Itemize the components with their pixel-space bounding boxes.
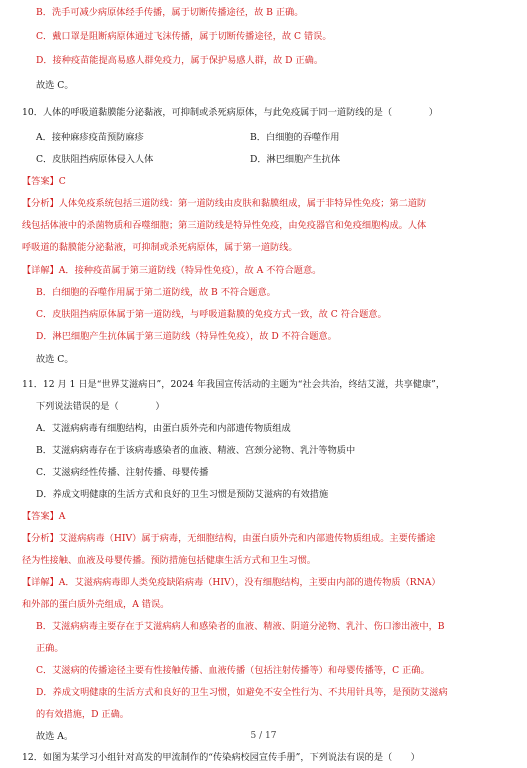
q11-analysis-2: 径为性接触、血液及母婴传播。预防措施包括健康生活方式和卫生习惯。 — [22, 555, 316, 566]
prev-answer-c: C．戴口罩是阻断病原体通过飞沫传播，属于切断传播途径，故 C 错误。 — [36, 31, 332, 42]
q11-detail-a-2: 和外部的蛋白质外壳组成，A 错误。 — [22, 599, 170, 610]
q12-stem: 12．如图为某学习小组针对高发的甲流制作的“传染病校园宣传手册”，下列说法有误的是（ ） — [22, 752, 420, 763]
q10-detail-d: D．淋巴细胞产生抗体属于第三道防线（特异性免疫），故 D 不符合题意。 — [36, 331, 337, 342]
q11-detail-d-1: D．养成文明健康的生活方式和良好的卫生习惯，如避免不安全性行为、不共用针具等，是预防艾滋病 — [36, 687, 448, 698]
q11-option-b: B．艾滋病病毒存在于该病毒感染者的血液、精液、宫颈分泌物、乳汁等物质中 — [36, 445, 356, 456]
q11-conclusion: 故选 A。 — [36, 731, 74, 742]
q10-option-d: D．淋巴细胞产生抗体 — [250, 154, 341, 165]
q10-options-row-1 — [0, 128, 527, 148]
q10-answer: 【答案】C — [22, 176, 66, 187]
page-number: 5 / 17 — [250, 731, 277, 741]
q11-option-c: C．艾滋病经性传播、注射传播、母婴传播 — [36, 467, 209, 478]
q11-detail-a-1: 【详解】A．艾滋病病毒即人类免疫缺陷病毒（HIV），没有细胞结构，主要由内部的遗传物质（RNA） — [22, 577, 441, 588]
prev-conclusion: 故选 C。 — [36, 80, 74, 91]
q11-stem-2: 下列说法错误的是（ ） — [36, 401, 165, 412]
q10-detail-c: C．皮肤阻挡病原体属于第一道防线，与呼吸道黏膜的免疫方式一致，故 C 符合题意。 — [36, 309, 387, 320]
q10-stem: 10．人体的呼吸道黏膜能分泌黏液，可抑制或杀死病原体，与此免疫属于同一道防线的是（ ） — [22, 107, 438, 118]
q10-conclusion: 故选 C。 — [36, 354, 74, 365]
q11-option-a: A．艾滋病病毒有细胞结构，由蛋白质外壳和内部遗传物质组成 — [36, 423, 291, 434]
q11-detail-d-2: 的有效措施，D 正确。 — [36, 709, 129, 720]
q10-analysis-1: 【分析】人体免疫系统包括三道防线：第一道防线由皮肤和黏膜组成，属于非特异性免疫；第二道防 — [22, 198, 427, 209]
q11-detail-c: C．艾滋病的传播途径主要有性接触传播、血液传播（包括注射传播等）和母婴传播等，C 正确。 — [36, 665, 430, 676]
q10-analysis-3: 呼吸道的黏膜能分泌黏液，可抑制或杀死病原体，属于第一道防线。 — [22, 242, 298, 253]
q11-detail-b-1: B．艾滋病病毒主要存在于艾滋病病人和感染者的血液、精液、阴道分泌物、乳汁、伤口渗出液中，B — [36, 621, 445, 632]
q11-detail-b-2: 正确。 — [36, 643, 64, 654]
q10-option-a: A．接种麻疹疫苗预防麻疹 — [36, 132, 144, 143]
q11-answer: 【答案】A — [22, 511, 66, 522]
prev-answer-b: B．洗手可减少病原体经手传播，属于切断传播途径，故 B 正确。 — [36, 7, 304, 18]
q10-analysis-2: 线包括体液中的杀菌物质和吞噬细胞；第三道防线是特异性免疫，由免疫器官和免疫细胞构成。人体 — [22, 220, 427, 231]
q10-detail-b: B．白细胞的吞噬作用属于第二道防线，故 B 不符合题意。 — [36, 287, 276, 298]
q10-detail-a: 【详解】A．接种疫苗属于第三道防线（特异性免疫），故 A 不符合题意。 — [22, 265, 322, 276]
q11-option-d: D．养成文明健康的生活方式和良好的卫生习惯是预防艾滋病的有效措施 — [36, 489, 329, 500]
prev-answer-d: D．接种疫苗能提高易感人群免疫力，属于保护易感人群，故 D 正确。 — [36, 55, 324, 66]
q10-option-c: C．皮肤阻挡病原体侵入人体 — [36, 154, 154, 165]
q11-stem-1: 11．12 月 1 日是“世界艾滋病日”，2024 年我国宣传活动的主题为“社会共治，终结艾滋，共享健康”， — [22, 379, 446, 390]
q11-analysis-1: 【分析】艾滋病病毒（HIV）属于病毒，无细胞结构，由蛋白质外壳和内部遗传物质组成。主要传播途 — [22, 533, 436, 544]
q10-options-row-2 — [0, 150, 527, 170]
q10-option-b: B．白细胞的吞噬作用 — [250, 132, 340, 143]
